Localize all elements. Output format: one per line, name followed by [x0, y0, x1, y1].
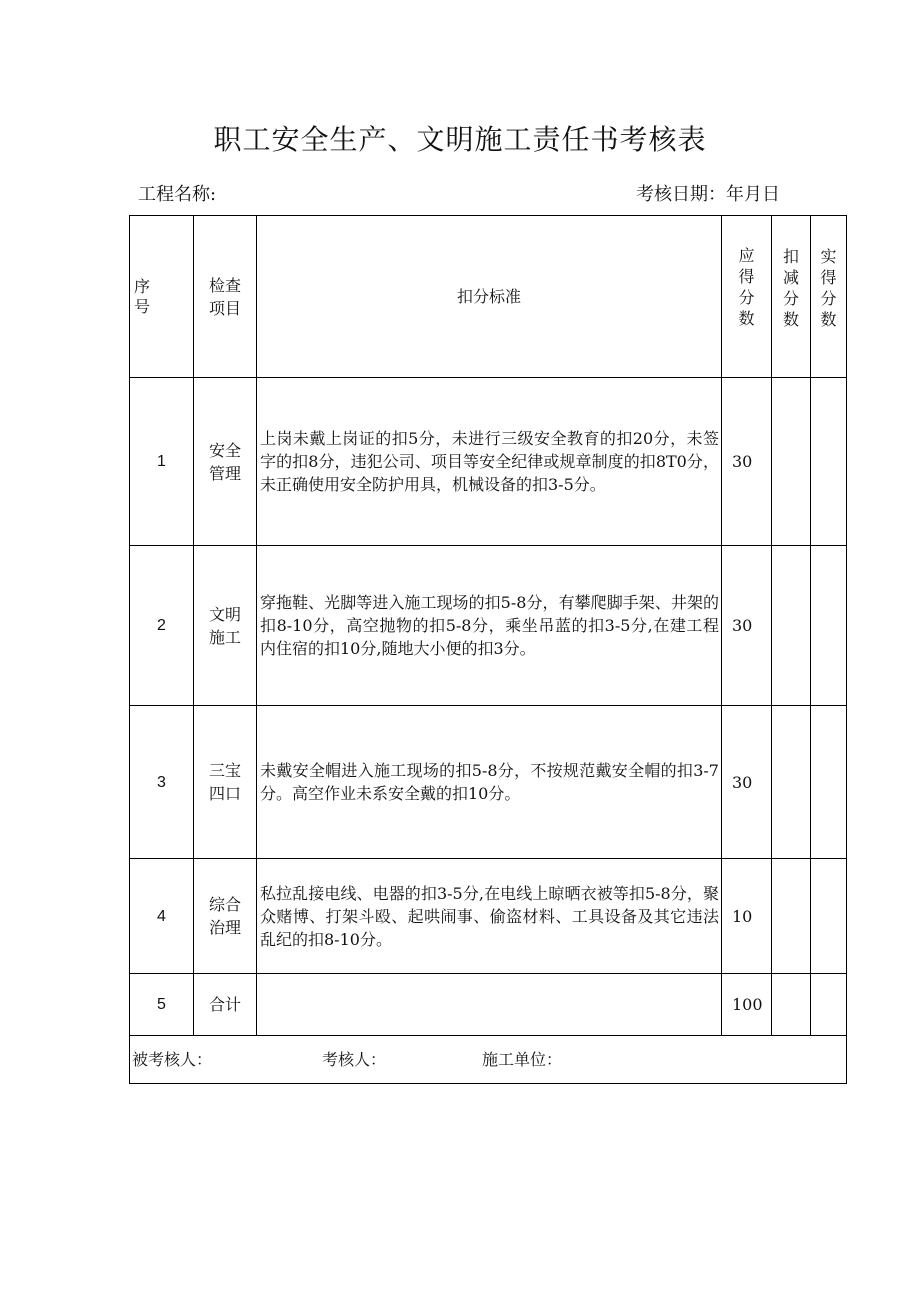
row-should-score: 10	[722, 859, 772, 974]
row-should-score: 30	[722, 378, 772, 546]
row-item: 综合治理	[194, 859, 257, 974]
row-criteria	[257, 974, 722, 1036]
construction-unit-label: 施工单位：	[482, 1050, 563, 1069]
assessment-date-label: 考核日期：年月日	[636, 184, 780, 205]
total-row	[130, 974, 847, 1036]
row-seq: 2	[130, 546, 194, 706]
header-should-score: 应得分数	[722, 216, 772, 378]
row-should-score: 100	[722, 974, 772, 1036]
table-row	[130, 378, 847, 546]
row-criteria: 上岗未戴上岗证的扣5分，未进行三级安全教育的扣20分，未签字的扣8分，违犯公司、项目等安全纪律或规章制度的扣8T0分，未正确使用安全防护用具，机械设备的扣3-5分。	[257, 378, 722, 546]
page-title: 职工安全生产、文明施工责任书考核表	[213, 123, 707, 156]
header-deduct-score: 扣减分数	[772, 216, 811, 378]
row-deduct-score	[772, 378, 811, 546]
examinee-label: 被考核人：	[132, 1050, 213, 1069]
header-seq: 序号	[130, 216, 194, 378]
table-row	[130, 706, 847, 859]
assessment-table	[129, 215, 847, 1084]
row-should-score: 30	[722, 546, 772, 706]
row-seq: 5	[130, 974, 194, 1036]
row-seq: 3	[130, 706, 194, 859]
row-actual-score	[811, 974, 847, 1036]
row-actual-score	[811, 378, 847, 546]
row-seq: 4	[130, 859, 194, 974]
row-seq: 1	[130, 378, 194, 546]
row-criteria: 未戴安全帽进入施工现场的扣5-8分，不按规范戴安全帽的扣3-7分。高空作业未系安全戴的扣10分。	[257, 706, 722, 859]
row-deduct-score	[772, 859, 811, 974]
project-name-label: 工程名称:	[138, 184, 217, 205]
header-row	[130, 216, 847, 378]
table-row	[130, 546, 847, 706]
header-criteria: 扣分标准	[257, 216, 722, 378]
row-deduct-score	[772, 974, 811, 1036]
row-item: 安全管理	[194, 378, 257, 546]
footer-row	[130, 1036, 847, 1084]
row-item: 文明施工	[194, 546, 257, 706]
row-item: 合计	[194, 974, 257, 1036]
header-item: 检查项目	[194, 216, 257, 378]
examiner-label: 考核人：	[322, 1050, 387, 1069]
header-actual-score: 实得分数	[811, 216, 847, 378]
row-criteria: 私拉乱接电线、电器的扣3-5分,在电线上晾晒衣被等扣5-8分，聚众赌博、打架斗殴、起哄闹事、偷盗材料、工具设备及其它违法乱纪的扣8-10分。	[257, 859, 722, 974]
table-row	[130, 859, 847, 974]
row-actual-score	[811, 546, 847, 706]
row-deduct-score	[772, 546, 811, 706]
row-item: 三宝四口	[194, 706, 257, 859]
row-actual-score	[811, 859, 847, 974]
signature-line	[130, 1036, 847, 1084]
row-actual-score	[811, 706, 847, 859]
row-should-score: 30	[722, 706, 772, 859]
row-deduct-score	[772, 706, 811, 859]
row-criteria: 穿拖鞋、光脚等进入施工现场的扣5-8分，有攀爬脚手架、井架的扣8-10分，高空抛物的扣5-8分，乘坐吊蓝的扣3-5分,在建工程内住宿的扣10分,随地大小便的扣3分。	[257, 546, 722, 706]
